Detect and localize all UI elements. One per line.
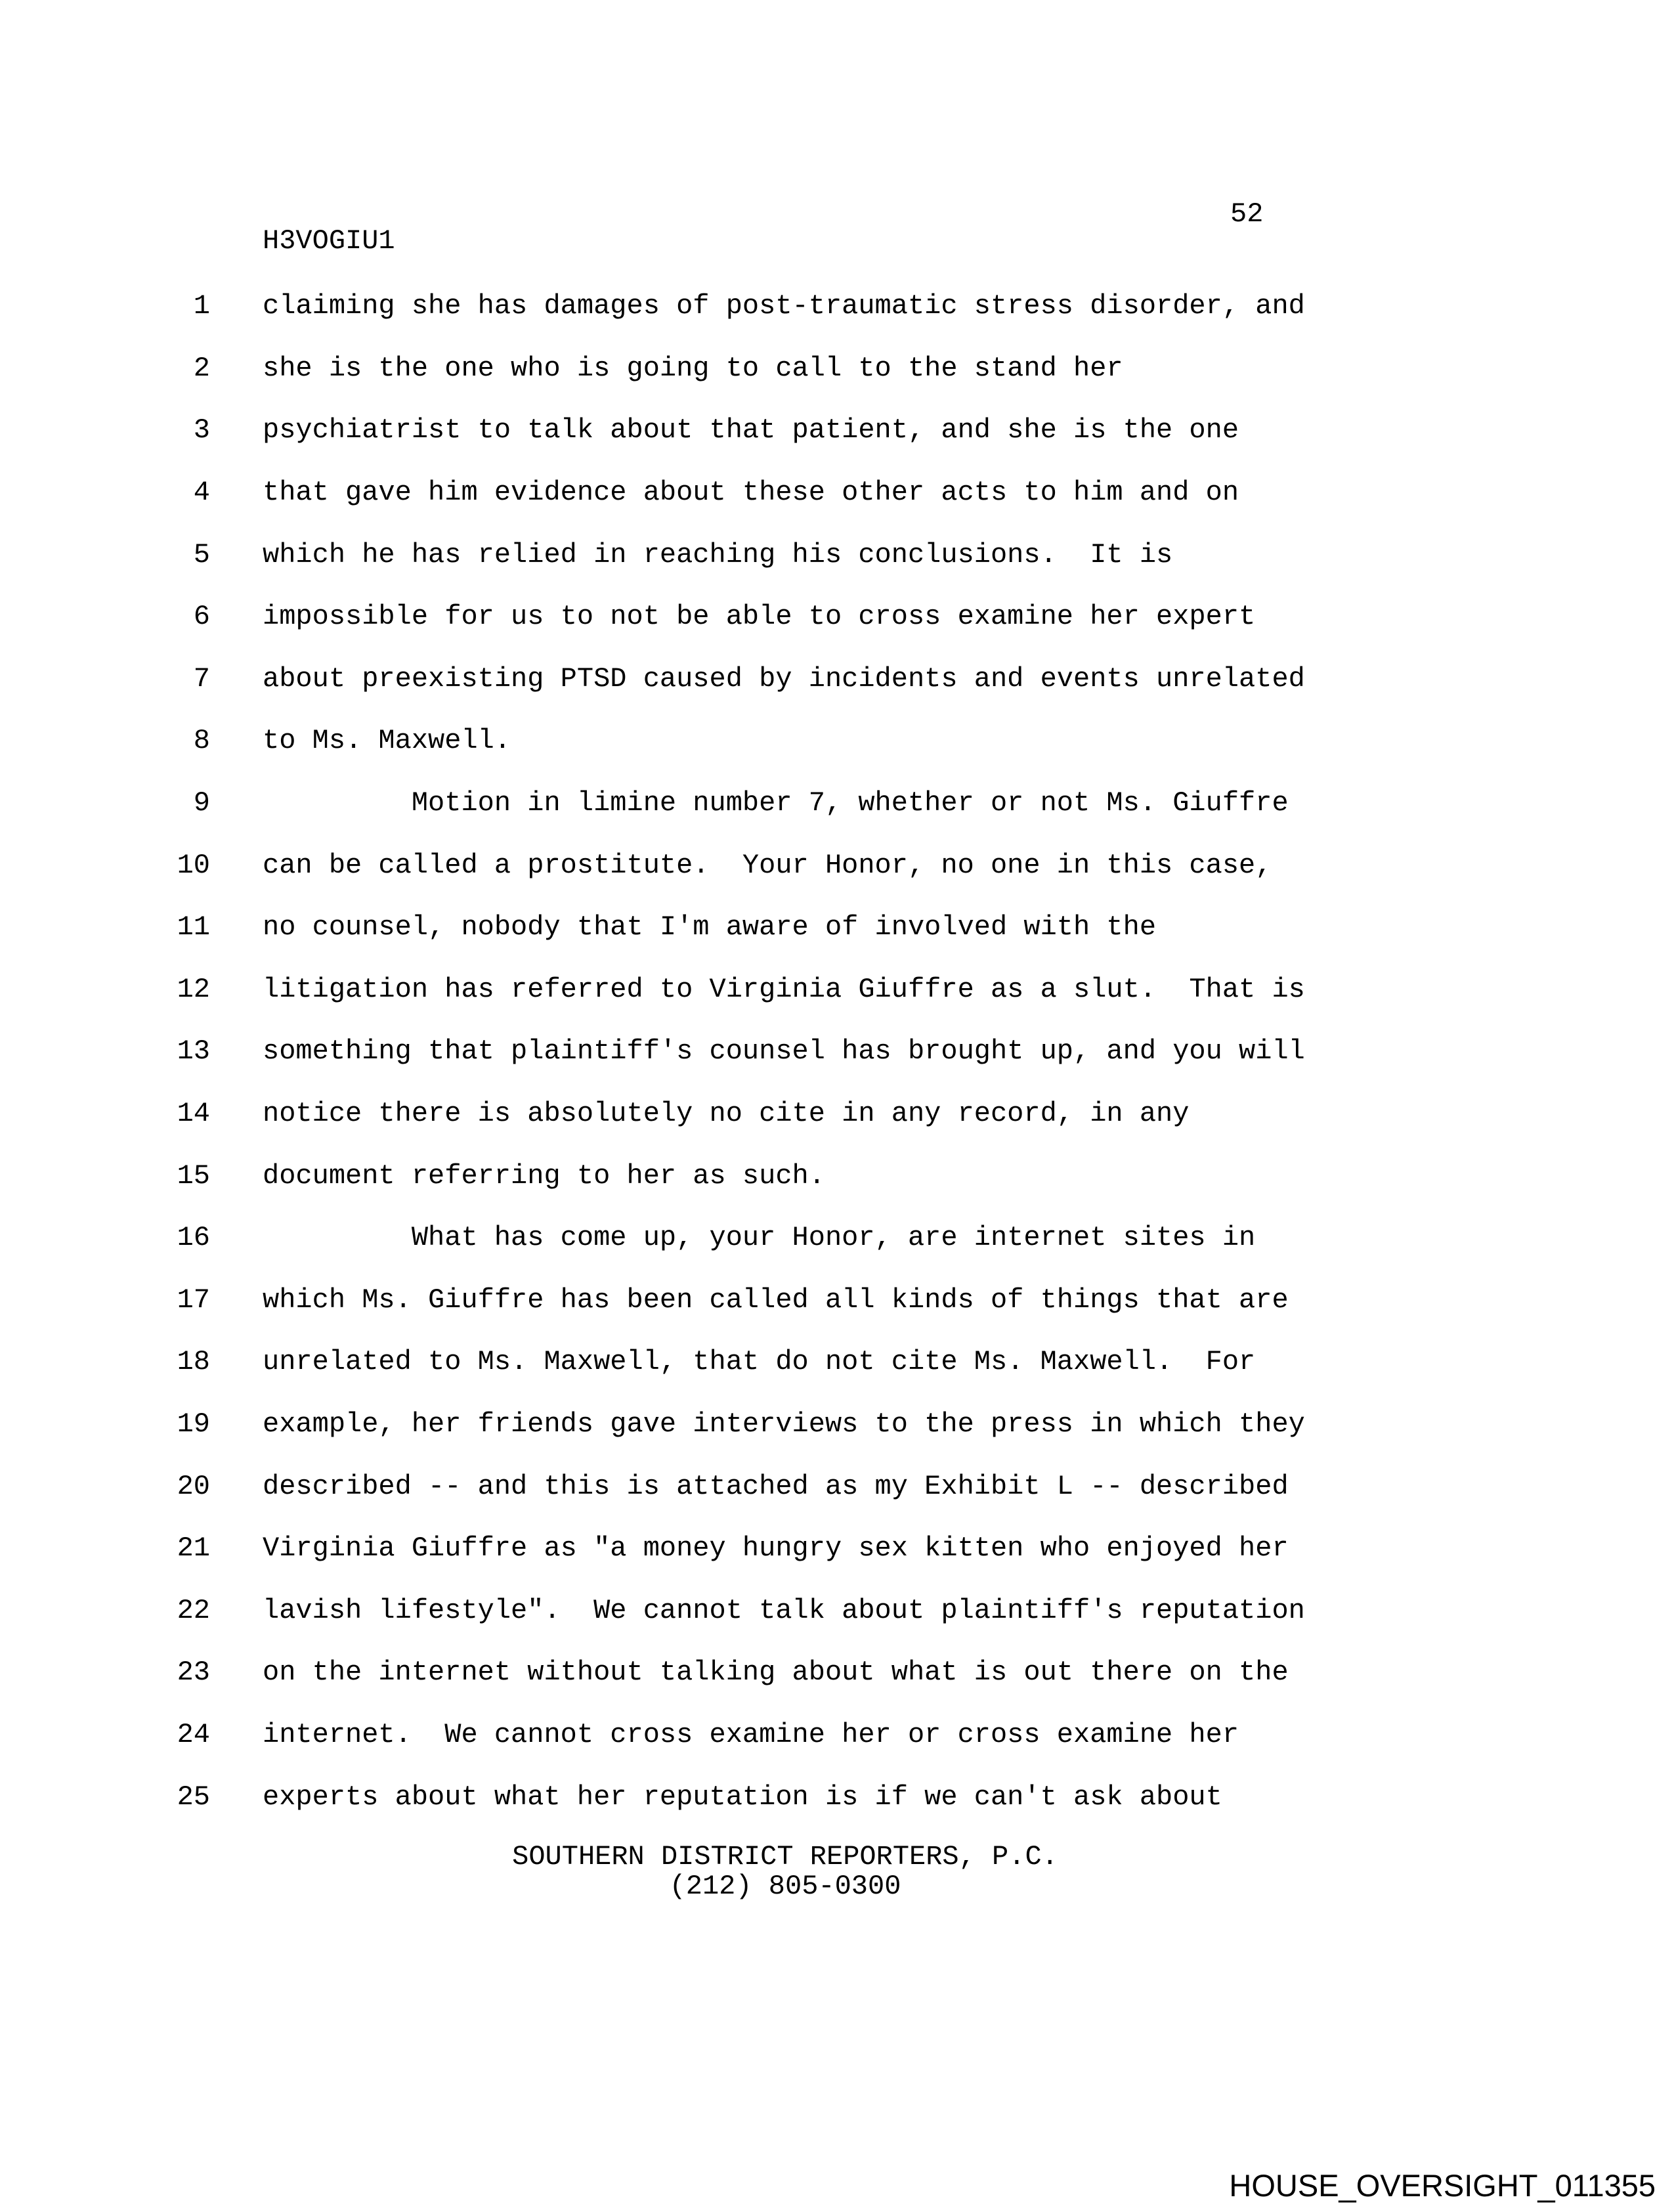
line-text: Motion in limine number 7, whether or not Ms. Giuffre xyxy=(263,787,1289,819)
line-number: 14 xyxy=(177,1098,210,1130)
line-number: 16 xyxy=(177,1222,210,1254)
line-text: litigation has referred to Virginia Giuffre as a slut. That is xyxy=(263,973,1305,1005)
transcript-lines xyxy=(0,275,1674,1828)
transcript-line xyxy=(0,959,1674,1021)
transcript-line xyxy=(0,1704,1674,1766)
transcript-line xyxy=(0,1579,1674,1641)
line-number: 17 xyxy=(177,1284,210,1316)
transcript-line xyxy=(0,1020,1674,1083)
line-text: What has come up, your Honor, are internet sites in xyxy=(263,1222,1256,1254)
line-text: to Ms. Maxwell. xyxy=(263,725,511,757)
line-number: 6 xyxy=(193,601,210,633)
line-number: 7 xyxy=(193,662,210,695)
transcript-line xyxy=(0,1331,1674,1393)
transcript-line xyxy=(0,648,1674,710)
line-text: unrelated to Ms. Maxwell, that do not cite Ms. Maxwell. For xyxy=(263,1346,1256,1378)
reporter-name: SOUTHERN DISTRICT REPORTERS, P.C. xyxy=(512,1841,1058,1873)
transcript-line xyxy=(0,1766,1674,1828)
line-text: which he has relied in reaching his conclusions. It is xyxy=(263,538,1173,571)
transcript-line xyxy=(0,523,1674,586)
transcript-line xyxy=(0,1393,1674,1456)
transcript-line xyxy=(0,1641,1674,1704)
line-number: 9 xyxy=(193,787,210,819)
line-number: 12 xyxy=(177,973,210,1005)
line-text: lavish lifestyle". We cannot talk about plaintiff's reputation xyxy=(263,1594,1305,1626)
transcript-line xyxy=(0,399,1674,462)
reporter-footer xyxy=(0,1842,1570,1901)
line-number: 20 xyxy=(177,1470,210,1502)
line-text: document referring to her as such. xyxy=(263,1160,825,1192)
line-number: 10 xyxy=(177,849,210,881)
line-number: 22 xyxy=(177,1594,210,1626)
transcript-line xyxy=(0,1269,1674,1332)
line-text: can be called a prostitute. Your Honor, no one in this case, xyxy=(263,849,1272,881)
line-text: example, her friends gave interviews to the press in which they xyxy=(263,1408,1305,1440)
transcript-line xyxy=(0,772,1674,835)
transcript-line xyxy=(0,337,1674,400)
line-text: internet. We cannot cross examine her or cross examine her xyxy=(263,1718,1239,1750)
line-number: 4 xyxy=(193,477,210,509)
transcript-line xyxy=(0,586,1674,648)
line-text: impossible for us to not be able to cross examine her expert xyxy=(263,601,1256,633)
transcript-line xyxy=(0,834,1674,896)
line-number: 5 xyxy=(193,538,210,571)
line-number: 13 xyxy=(177,1035,210,1068)
line-number: 23 xyxy=(177,1657,210,1689)
line-text: she is the one who is going to call to the stand her xyxy=(263,352,1123,384)
line-number: 2 xyxy=(193,352,210,384)
transcript-line xyxy=(0,462,1674,524)
transcript-line xyxy=(0,896,1674,959)
line-text: about preexisting PTSD caused by incidents and events unrelated xyxy=(263,662,1305,695)
line-number: 21 xyxy=(177,1532,210,1565)
transcript-line xyxy=(0,275,1674,337)
line-text: psychiatrist to talk about that patient, and she is the one xyxy=(263,414,1239,446)
line-number: 15 xyxy=(177,1160,210,1192)
line-number: 24 xyxy=(177,1718,210,1750)
line-number: 8 xyxy=(193,725,210,757)
page-number: 52 xyxy=(1230,198,1264,230)
line-number: 3 xyxy=(193,414,210,446)
line-number: 11 xyxy=(177,911,210,943)
line-number: 25 xyxy=(177,1781,210,1813)
line-text: Virginia Giuffre as "a money hungry sex kitten who enjoyed her xyxy=(263,1532,1289,1565)
line-text: claiming she has damages of post-traumatic stress disorder, and xyxy=(263,290,1305,322)
line-text: described -- and this is attached as my Exhibit L -- described xyxy=(263,1470,1289,1502)
transcript-line xyxy=(0,1207,1674,1269)
line-number: 19 xyxy=(177,1408,210,1440)
line-text: on the internet without talking about what is out there on the xyxy=(263,1657,1289,1689)
line-number: 18 xyxy=(177,1346,210,1378)
bates-stamp: HOUSE_OVERSIGHT_011355 xyxy=(1229,2168,1656,2203)
line-text: experts about what her reputation is if we can't ask about xyxy=(263,1781,1222,1813)
transcript-line xyxy=(0,1083,1674,1145)
transcript-header-id: H3VOGIU1 xyxy=(263,225,395,257)
transcript-line xyxy=(0,710,1674,772)
line-text: that gave him evidence about these other acts to him and on xyxy=(263,477,1239,509)
line-text: no counsel, nobody that I'm aware of involved with the xyxy=(263,911,1157,943)
reporter-phone: (212) 805-0300 xyxy=(669,1871,901,1902)
transcript-line xyxy=(0,1517,1674,1580)
line-text: notice there is absolutely no cite in any record, in any xyxy=(263,1098,1190,1130)
transcript-line xyxy=(0,1144,1674,1207)
line-text: something that plaintiff's counsel has brought up, and you will xyxy=(263,1035,1305,1068)
transcript-line xyxy=(0,1455,1674,1517)
line-text: which Ms. Giuffre has been called all kinds of things that are xyxy=(263,1284,1289,1316)
line-number: 1 xyxy=(193,290,210,322)
